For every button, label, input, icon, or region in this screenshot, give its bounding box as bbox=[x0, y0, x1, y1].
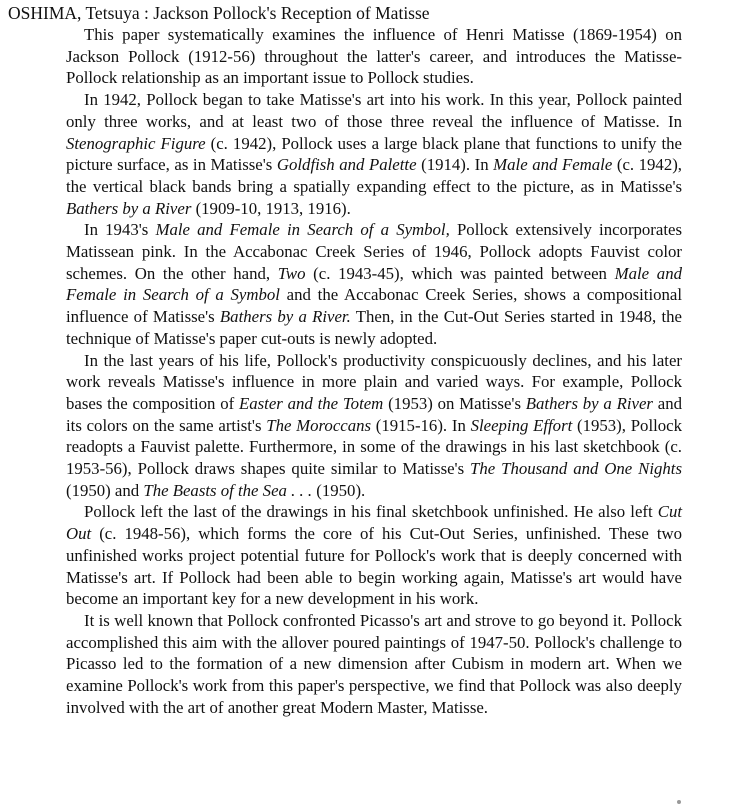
work-title: Male and Female in Search of a Symbol bbox=[66, 263, 682, 305]
text-run: and the Accabonac Creek Series, shows a compositional influence of Matisse's bbox=[66, 285, 683, 327]
work-title: Easter and the Totem bbox=[239, 393, 384, 413]
work-title: The Moroccans bbox=[266, 415, 372, 435]
text-run: and its colors on the same artist's bbox=[66, 393, 682, 435]
body-paragraph bbox=[66, 501, 682, 610]
text-run: In the last years of his life, Pollock's productivity conspicuously declines, and his later work reveals Matisse's influence in more plain and varied ways. For example, Pollock bases the composition of bbox=[66, 350, 682, 413]
work-title: Goldfish and Palette bbox=[276, 155, 417, 175]
work-title: Sleeping Effort bbox=[470, 415, 573, 435]
page-mark bbox=[677, 800, 681, 804]
text-run: (1950). bbox=[312, 480, 366, 500]
work-title: The Thousand and One Nights bbox=[470, 459, 682, 479]
text-run: Then, in the Cut-Out Series started in 1948, the technique of Matisse's paper cut-outs is newly adopted. bbox=[66, 307, 682, 348]
body-paragraph bbox=[66, 610, 682, 719]
body-paragraph bbox=[66, 350, 682, 502]
work-title: Two bbox=[277, 263, 306, 283]
work-title: Stenographic Figure bbox=[66, 133, 206, 153]
text-run: (1909-10, 1913, 1916). bbox=[191, 198, 351, 218]
text-run: This paper systematically examines the influence of Henri Matisse (1869-1954) on Jackson Pollock (1912-56) throughout the latter's career, and introduces the Matisse-Pollock relationship as an important issue to Pollock studies. bbox=[66, 25, 682, 88]
text-run: (c. 1943-45), which was painted between bbox=[305, 263, 615, 283]
text-run: (c. 1948-56), which forms the core of his Cut-Out Series, unfinished. These two unfinished works project potential future for Pollock's work that is deeply concerned with Matisse's art. If Pollock had been able to begin working again, Matisse's art would have become an important key for a new development in his work. bbox=[66, 524, 682, 609]
text-run: Pollock left the last of the drawings in his final sketchbook unfinished. He also left bbox=[84, 502, 658, 522]
text-run: (1914). In bbox=[416, 155, 494, 175]
work-title: Male and Female in Search of a Symbol, bbox=[155, 220, 450, 240]
text-run: Pollock extensively incorporates Matissean pink. In the Accabonac Creek Series of 1946, Pollock adopts Fauvist color schemes. On the other hand, bbox=[66, 220, 682, 283]
text-run: (c. 1942), Pollock uses a large black plane that functions to unify the picture surface, as in Matisse's bbox=[66, 133, 682, 175]
body-paragraph bbox=[66, 24, 682, 89]
article-heading: OSHIMA, Tetsuya : Jackson Pollock's Reception of Matisse bbox=[8, 3, 430, 23]
body-paragraph bbox=[66, 219, 682, 349]
text-run: (1915-16). In bbox=[371, 415, 471, 435]
text-run: (c. 1942), the vertical black bands bring a spatially expanding effect to the picture, as in Matisse's bbox=[66, 155, 682, 196]
work-title: Bathers by a River bbox=[66, 198, 192, 218]
text-run: In 1942, Pollock began to take Matisse's art into his work. In this year, Pollock painted only three works, and at least two of those three reveal the influence of Matisse. In bbox=[66, 90, 682, 131]
work-title: Bathers by a River. bbox=[219, 307, 351, 327]
body-paragraph bbox=[66, 89, 682, 219]
work-title: Cut Out bbox=[66, 502, 682, 544]
text-run: It is well known that Pollock confronted Picasso's art and strove to go beyond it. Pollock accomplished this aim with the allover poured paintings of 1947-50. Pollock's challenge to Picasso led to the formation of a new dimension after Cubism in modern art. When we examine Pollock's work from this paper's perspective, we find that Pollock was also deeply involved with the art of another great Modern Master, Matisse. bbox=[66, 610, 682, 717]
work-title: The Beasts of the Sea . . . bbox=[143, 480, 313, 500]
text-run: In 1943's bbox=[84, 220, 156, 240]
abstract-body bbox=[66, 24, 682, 719]
text-run: (1953), Pollock readopts a Fauvist palette. Furthermore, in some of the drawings in his last sketchbook (c. 1953-56), Pollock draws shapes quite similar to Matisse's bbox=[66, 415, 682, 479]
text-run: (1953) on Matisse's bbox=[383, 393, 526, 413]
work-title: Male and Female bbox=[493, 155, 613, 175]
work-title: Bathers by a River bbox=[525, 393, 653, 413]
text-run: (1950) and bbox=[66, 480, 144, 500]
